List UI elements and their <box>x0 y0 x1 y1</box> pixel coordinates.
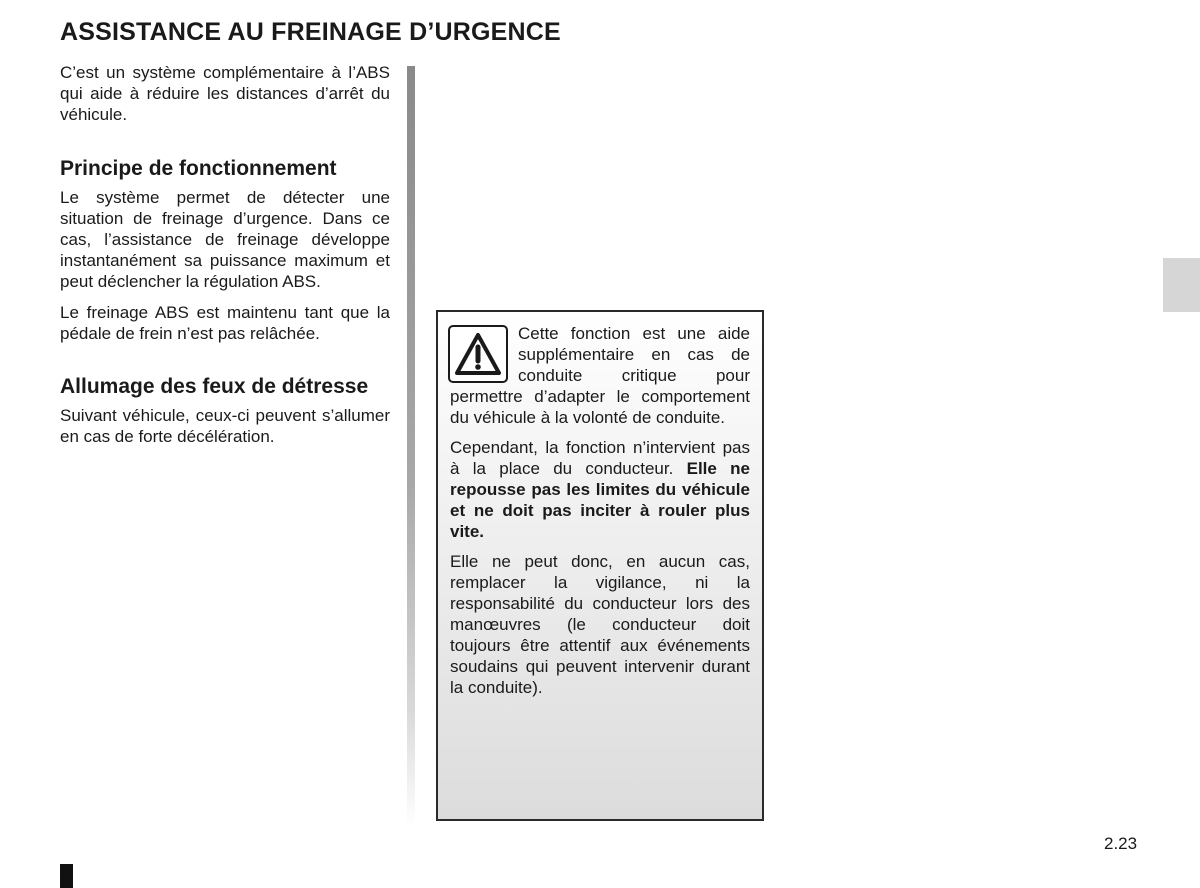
warning-paragraph-2 <box>450 437 750 542</box>
warning-box <box>436 310 764 821</box>
hazard-lights-paragraph: Suivant véhicule, ceux-ci peuvent s’allumer en cas de forte décélération. <box>60 406 390 446</box>
column-divider <box>407 66 415 826</box>
principle-heading: Principe de fonctionnement <box>60 157 337 180</box>
warning-paragraph-2-bold: Elle ne repousse pas les limites du véhicule et ne doit pas inciter à rouler plus vite. <box>450 459 750 541</box>
principle-paragraph-2: Le freinage ABS est maintenu tant que la pédale de frein n’est pas relâchée. <box>60 303 390 343</box>
corner-mark <box>60 864 73 888</box>
section-tab-marker <box>1163 258 1200 312</box>
hazard-lights-heading: Allumage des feux de détresse <box>60 375 369 398</box>
warning-paragraph-3: Elle ne peut donc, en aucun cas, remplacer la vigilance, ni la responsabilité du conducteur lors des manœuvres (le conducteur doit toujours être attentif aux événements soudains qui peuvent intervenir durant la conduite). <box>450 552 750 697</box>
principle-paragraph-1: Le système permet de détecter une situation de freinage d’urgence. Dans ce cas, l’assistance de freinage développe instantanément sa puissance maximum et peut déclencher la régulation ABS. <box>60 188 390 291</box>
page-number: 2.23 <box>1104 834 1138 853</box>
warning-paragraph-1: Cette fonction est une aide supplémentaire en cas de conduite critique pour permettre d’adapter le comportement du véhicule à la volonté de conduite. <box>450 324 750 427</box>
warning-paragraph-2-text: Cependant, la fonction n’intervient pas à la place du conducteur. <box>450 438 750 478</box>
intro-paragraph: C’est un système complémentaire à l’ABS qui aide à réduire les distances d’arrêt du véhicule. <box>60 63 390 124</box>
left-column <box>60 62 390 447</box>
page-title: ASSISTANCE AU FREINAGE D’URGENCE <box>60 18 561 46</box>
warning-triangle-icon <box>448 325 508 383</box>
